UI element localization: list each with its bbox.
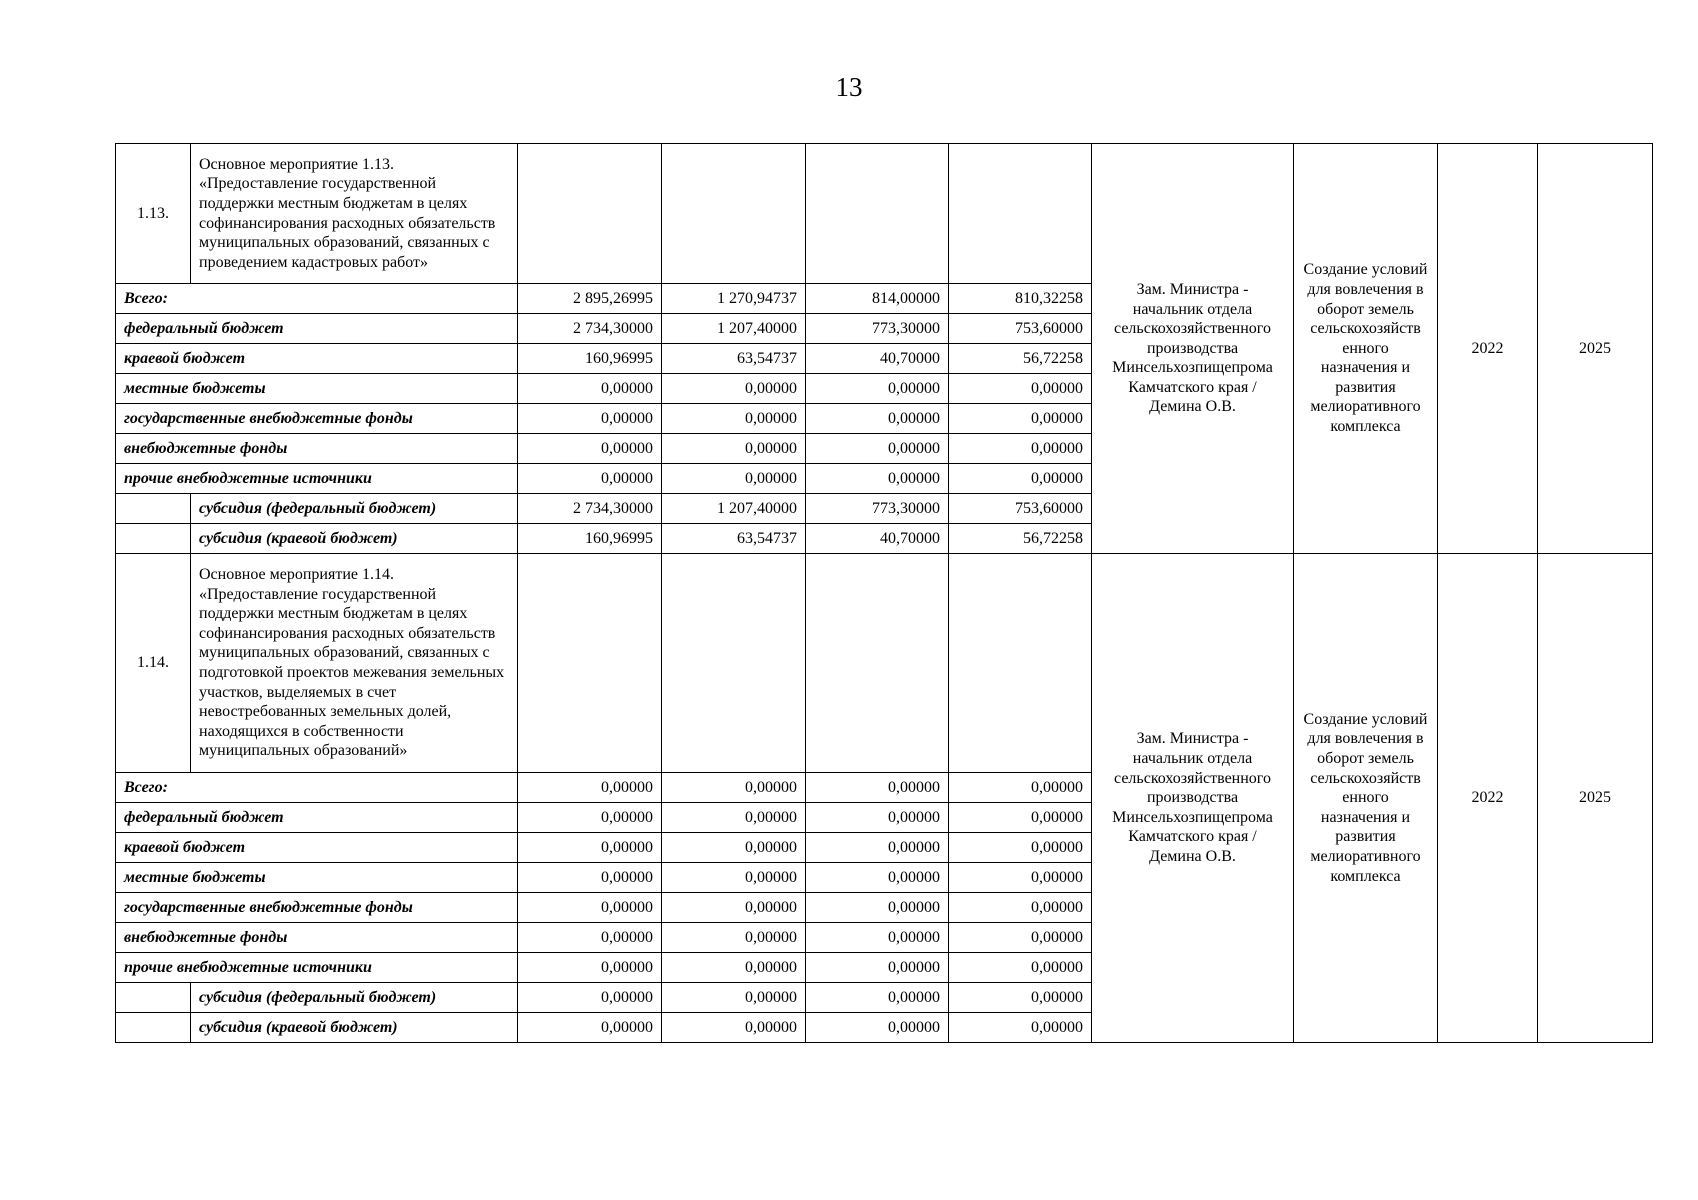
funding-value: 1 270,94737 bbox=[662, 284, 806, 314]
funding-value: 0,00000 bbox=[518, 404, 662, 434]
funding-value: 0,00000 bbox=[518, 953, 662, 983]
funding-source-label: прочие внебюджетные источники bbox=[116, 953, 518, 983]
funding-source-label: краевой бюджет bbox=[116, 833, 518, 863]
funding-value: 0,00000 bbox=[662, 434, 806, 464]
responsible-person: Зам. Министра - начальник отдела сельскохозяйственного производства Минсельхозпищепрома Камчатского края / Демина О.В. bbox=[1092, 554, 1294, 1043]
measure-number: 1.13. bbox=[116, 144, 191, 284]
empty-cell bbox=[806, 554, 949, 773]
empty-cell bbox=[949, 144, 1092, 284]
funding-value: 0,00000 bbox=[662, 923, 806, 953]
funding-value: 0,00000 bbox=[518, 434, 662, 464]
funding-value: 0,00000 bbox=[518, 464, 662, 494]
funding-value: 0,00000 bbox=[518, 863, 662, 893]
funding-source-label: федеральный бюджет bbox=[116, 803, 518, 833]
measure-title: Основное мероприятие 1.13. «Предоставление государственной поддержки местным бюджетам в целях софинансирования расходных обязательств муниципальных образований, связанных с проведением кадастровых работ» bbox=[191, 144, 518, 284]
empty-cell bbox=[662, 554, 806, 773]
subsidy-value: 63,54737 bbox=[662, 524, 806, 554]
funding-value: 2 734,30000 bbox=[518, 314, 662, 344]
funding-value: 0,00000 bbox=[949, 434, 1092, 464]
funding-value: 0,00000 bbox=[806, 863, 949, 893]
funding-value: 2 895,26995 bbox=[518, 284, 662, 314]
funding-value: 0,00000 bbox=[518, 923, 662, 953]
funding-value: 0,00000 bbox=[806, 374, 949, 404]
funding-source-label: федеральный бюджет bbox=[116, 314, 518, 344]
page-number: 13 bbox=[835, 72, 863, 102]
funding-value: 0,00000 bbox=[662, 863, 806, 893]
subsidy-label: субсидия (федеральный бюджет) bbox=[191, 494, 518, 524]
empty-cell bbox=[116, 1013, 191, 1043]
subsidy-value: 0,00000 bbox=[806, 1013, 949, 1043]
budget-table-body bbox=[116, 144, 1653, 1043]
funding-value: 1 207,40000 bbox=[662, 314, 806, 344]
funding-value: 0,00000 bbox=[518, 893, 662, 923]
funding-value: 0,00000 bbox=[949, 893, 1092, 923]
funding-value: 753,60000 bbox=[949, 314, 1092, 344]
funding-value: 0,00000 bbox=[949, 803, 1092, 833]
funding-value: 0,00000 bbox=[662, 833, 806, 863]
measure-number: 1.14. bbox=[116, 554, 191, 773]
subsidy-value: 773,30000 bbox=[806, 494, 949, 524]
start-year: 2022 bbox=[1438, 554, 1538, 1043]
subsidy-value: 0,00000 bbox=[949, 983, 1092, 1013]
funding-value: 0,00000 bbox=[949, 464, 1092, 494]
subsidy-value: 56,72258 bbox=[949, 524, 1092, 554]
measure-title-row bbox=[116, 144, 1653, 284]
funding-value: 0,00000 bbox=[662, 953, 806, 983]
funding-value: 0,00000 bbox=[662, 374, 806, 404]
funding-value: 0,00000 bbox=[949, 953, 1092, 983]
funding-value: 0,00000 bbox=[949, 863, 1092, 893]
funding-value: 0,00000 bbox=[949, 374, 1092, 404]
funding-value: 0,00000 bbox=[662, 893, 806, 923]
funding-value: 63,54737 bbox=[662, 344, 806, 374]
funding-value: 0,00000 bbox=[949, 923, 1092, 953]
subsidy-value: 160,96995 bbox=[518, 524, 662, 554]
subsidy-value: 0,00000 bbox=[662, 1013, 806, 1043]
funding-source-label: внебюджетные фонды bbox=[116, 923, 518, 953]
funding-value: 40,70000 bbox=[806, 344, 949, 374]
empty-cell bbox=[518, 554, 662, 773]
funding-source-label: Всего: bbox=[116, 284, 518, 314]
funding-value: 0,00000 bbox=[949, 773, 1092, 803]
funding-value: 0,00000 bbox=[949, 404, 1092, 434]
subsidy-value: 1 207,40000 bbox=[662, 494, 806, 524]
funding-value: 0,00000 bbox=[806, 464, 949, 494]
subsidy-label: субсидия (краевой бюджет) bbox=[191, 1013, 518, 1043]
measure-title-row bbox=[116, 554, 1653, 773]
empty-cell bbox=[518, 144, 662, 284]
funding-value: 0,00000 bbox=[806, 833, 949, 863]
empty-cell bbox=[116, 983, 191, 1013]
funding-value: 0,00000 bbox=[518, 773, 662, 803]
funding-source-label: внебюджетные фонды bbox=[116, 434, 518, 464]
subsidy-label: субсидия (краевой бюджет) bbox=[191, 524, 518, 554]
funding-value: 56,72258 bbox=[949, 344, 1092, 374]
funding-source-label: краевой бюджет bbox=[116, 344, 518, 374]
empty-cell bbox=[116, 494, 191, 524]
empty-cell bbox=[116, 524, 191, 554]
funding-value: 0,00000 bbox=[806, 803, 949, 833]
subsidy-value: 753,60000 bbox=[949, 494, 1092, 524]
empty-cell bbox=[949, 554, 1092, 773]
funding-value: 0,00000 bbox=[806, 953, 949, 983]
funding-value: 0,00000 bbox=[806, 404, 949, 434]
funding-value: 0,00000 bbox=[662, 404, 806, 434]
end-year: 2025 bbox=[1538, 144, 1653, 554]
funding-value: 810,32258 bbox=[949, 284, 1092, 314]
funding-source-label: государственные внебюджетные фонды bbox=[116, 404, 518, 434]
funding-source-label: Всего: bbox=[116, 773, 518, 803]
funding-value: 0,00000 bbox=[518, 374, 662, 404]
subsidy-value: 0,00000 bbox=[662, 983, 806, 1013]
expected-result: Создание условий для вовлечения в оборот земель сельскохозяйств енного назначения и развития мелиоративного комплекса bbox=[1294, 554, 1438, 1043]
funding-source-label: местные бюджеты bbox=[116, 863, 518, 893]
funding-value: 0,00000 bbox=[662, 773, 806, 803]
funding-source-label: местные бюджеты bbox=[116, 374, 518, 404]
subsidy-value: 0,00000 bbox=[806, 983, 949, 1013]
empty-cell bbox=[662, 144, 806, 284]
subsidy-value: 0,00000 bbox=[518, 983, 662, 1013]
empty-cell bbox=[806, 144, 949, 284]
funding-value: 0,00000 bbox=[518, 833, 662, 863]
funding-source-label: государственные внебюджетные фонды bbox=[116, 893, 518, 923]
funding-value: 0,00000 bbox=[662, 464, 806, 494]
funding-value: 0,00000 bbox=[518, 803, 662, 833]
subsidy-label: субсидия (федеральный бюджет) bbox=[191, 983, 518, 1013]
funding-value: 0,00000 bbox=[806, 923, 949, 953]
funding-value: 0,00000 bbox=[806, 773, 949, 803]
subsidy-value: 2 734,30000 bbox=[518, 494, 662, 524]
funding-value: 160,96995 bbox=[518, 344, 662, 374]
subsidy-value: 0,00000 bbox=[518, 1013, 662, 1043]
start-year: 2022 bbox=[1438, 144, 1538, 554]
end-year: 2025 bbox=[1538, 554, 1653, 1043]
funding-value: 0,00000 bbox=[949, 833, 1092, 863]
funding-value: 0,00000 bbox=[806, 434, 949, 464]
measure-title: Основное мероприятие 1.14. «Предоставление государственной поддержки местным бюджетам в целях софинансирования расходных обязательств муниципальных образований, связанных с подготовкой проектов межевания земельных участков, выделяемых в счет невостребованных земельных долей, находящихся в собственности муниципальных образований» bbox=[191, 554, 518, 773]
subsidy-value: 0,00000 bbox=[949, 1013, 1092, 1043]
subsidy-value: 40,70000 bbox=[806, 524, 949, 554]
funding-source-label: прочие внебюджетные источники bbox=[116, 464, 518, 494]
funding-value: 773,30000 bbox=[806, 314, 949, 344]
funding-value: 0,00000 bbox=[662, 803, 806, 833]
expected-result: Создание условий для вовлечения в оборот земель сельскохозяйств енного назначения и развития мелиоративного комплекса bbox=[1294, 144, 1438, 554]
responsible-person: Зам. Министра - начальник отдела сельскохозяйственного производства Минсельхозпищепрома Камчатского края / Демина О.В. bbox=[1092, 144, 1294, 554]
funding-value: 814,00000 bbox=[806, 284, 949, 314]
budget-table bbox=[115, 143, 1653, 1043]
funding-value: 0,00000 bbox=[806, 893, 949, 923]
